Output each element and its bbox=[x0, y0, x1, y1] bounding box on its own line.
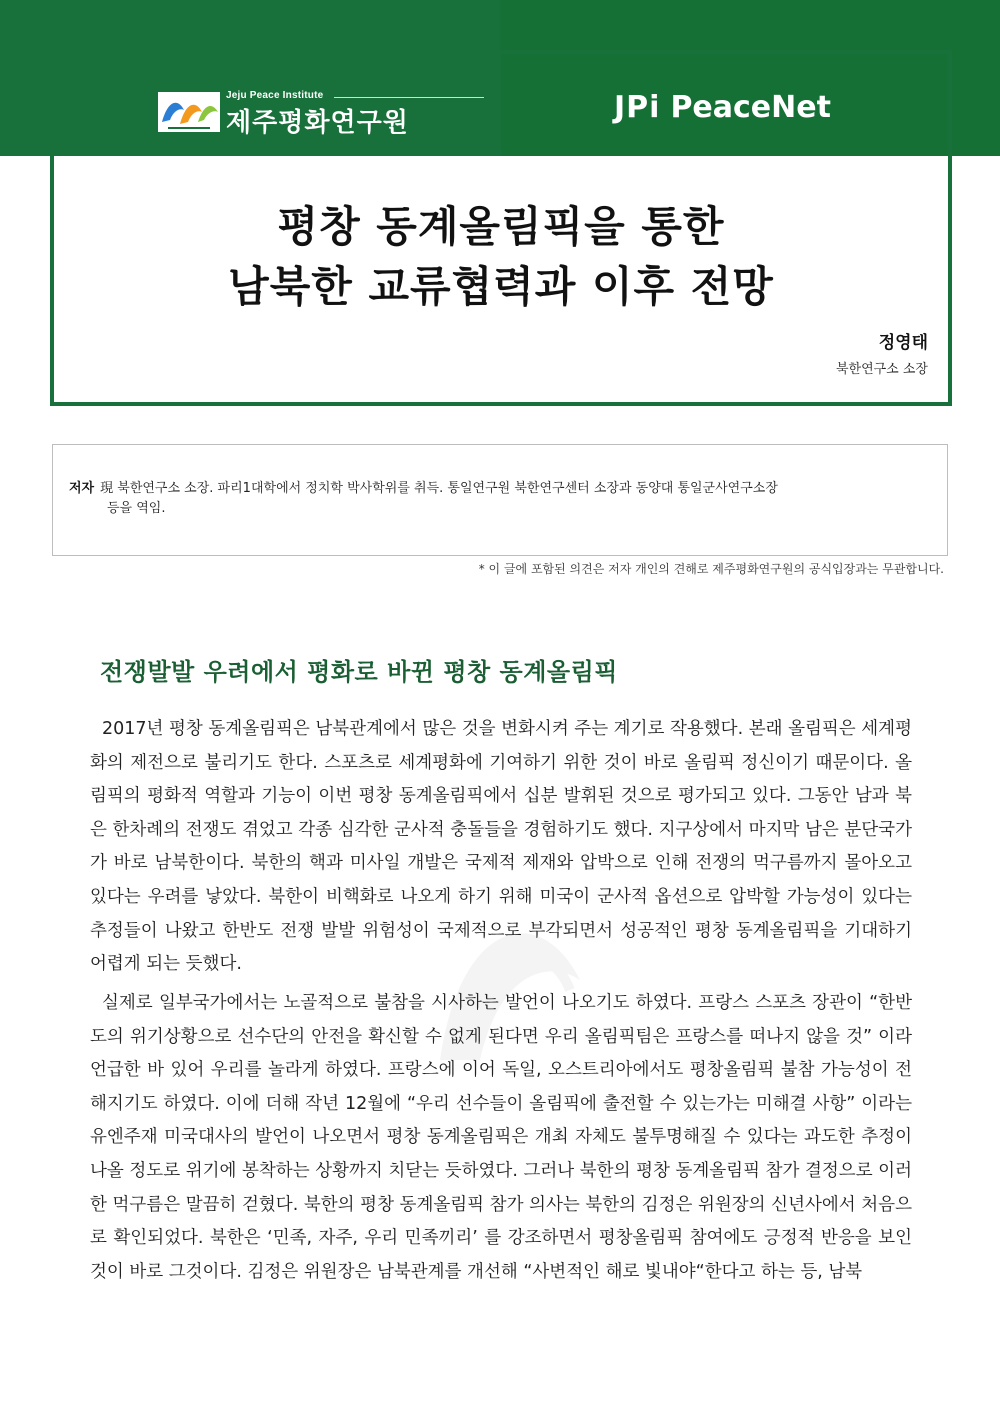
author-bio-box bbox=[52, 444, 948, 556]
institute-name-korean: 제주평화연구원 bbox=[226, 108, 409, 138]
disclaimer-note: * 이 글에 포함된 의견은 저자 개인의 견해로 제주평화연구원의 공식입장과는 무관합니다. bbox=[478, 562, 944, 576]
body-paragraph-2: 실제로 일부국가에서는 노골적으로 불참을 시사하는 발언이 나오기도 하였다. 프랑스 스포츠 장관이 “한반도의 위기상황으로 선수단의 안전을 확신할 수 없게 된다면 우리 올림픽팀은 프랑스를 떠나지 않을 것” 이라 언급한 바 있어 우리를 놀라게 하였다. 프랑스에 이어 독일, 오스트리아에서도 평창올림픽 불참 가능성이 전해지기도 하였다. 이에 더해 작년 12월에 “우리 선수들이 올림픽에 출전할 수 있는가는 미해결 사항” 이라는 유엔주재 미국대사의 발언이 나오면서 평창 동계올림픽은 개최 자체도 불투명해질 수 있다는 과도한 추정이 나올 정도로 위기에 봉착하는 상황까지 치닫는 듯하였다. 그러나 북한의 평창 동계올림픽 참가 결정으로 이러한 먹구름은 말끔히 걷혔다. 북한의 평창 동계올림픽 참가 의사는 북한의 김정은 위원장의 신년사에서 처음으로 확인되었다. 북한은 ‘민족, 자주, 우리 민족끼리’ 를 강조하면서 평창올림픽 참여에도 긍정적 반응을 보인 것이 바로 그것이다. 김정은 위원장은 남북관계를 개선해 “사변적인 해로 빛내야“한다고 하는 등, 남북 bbox=[90, 993, 912, 1282]
section-heading: 전쟁발발 우려에서 평화로 바뀐 평창 동계올림픽 bbox=[100, 658, 618, 686]
page-title-line2: 남북한 교류협력과 이후 전망 bbox=[228, 262, 774, 311]
jpi-peacenet-logo bbox=[614, 90, 831, 125]
institute-name-english: Jeju Peace Institute bbox=[226, 90, 324, 101]
body-paragraph-1: 2017년 평창 동계올림픽은 남북관계에서 많은 것을 변화시켜 주는 계기로 작용했다. 본래 올림픽은 세계평화의 제전으로 불리기도 한다. 스포츠로 세계평화에 기여하기 위한 것이 바로 올림픽 정신이기 때문이다. 올림픽의 평화적 역할과 기능이 이번 평창 동계올림픽에서 십분 발휘된 것으로 평가되고 있다. 그동안 남과 북은 한차례의 전쟁도 겪었고 각종 심각한 군사적 충돌들을 경험하기도 했다. 지구상에서 마지막 남은 분단국가가 바로 남북한이다. 북한의 핵과 미사일 개발은 국제적 제재와 압박으로 인해 전쟁의 먹구름까지 몰아오고 있다는 우려를 낳았다. 북한이 비핵화로 나오게 하기 위해 미국이 군사적 옵션으로 압박할 가능성이 있다는 추정들이 나왔고 한반도 전쟁 발발 위험성이 국제적으로 부각되면서 성공적인 평창 동계올림픽을 기대하기 어렵게 되는 듯했다. bbox=[90, 719, 912, 975]
header-box bbox=[50, 50, 952, 406]
peacenet-wordmark: PeaceNet bbox=[670, 90, 831, 125]
author-bio-label: 저자 bbox=[69, 481, 95, 496]
jeju-peace-institute-logo bbox=[158, 88, 518, 138]
author-bio-line2: 등을 역임. bbox=[107, 501, 166, 516]
author-bio-line1: 現 북한연구소 소장. 파리1대학에서 정치학 박사학위를 취득. 통일연구원 북한연구센터 소장과 동양대 통일군사연구소장 bbox=[100, 481, 778, 496]
institute-name-underline bbox=[334, 97, 484, 98]
author-bio-text bbox=[69, 479, 935, 519]
author-name: 정영태 bbox=[878, 333, 928, 353]
jpi-wordmark: JPi bbox=[614, 90, 661, 125]
author-title: 북한연구소 소장 bbox=[835, 362, 928, 377]
peace-dove-logo-icon bbox=[158, 92, 220, 132]
page-title-line1: 평창 동계올림픽을 통한 bbox=[277, 202, 725, 251]
